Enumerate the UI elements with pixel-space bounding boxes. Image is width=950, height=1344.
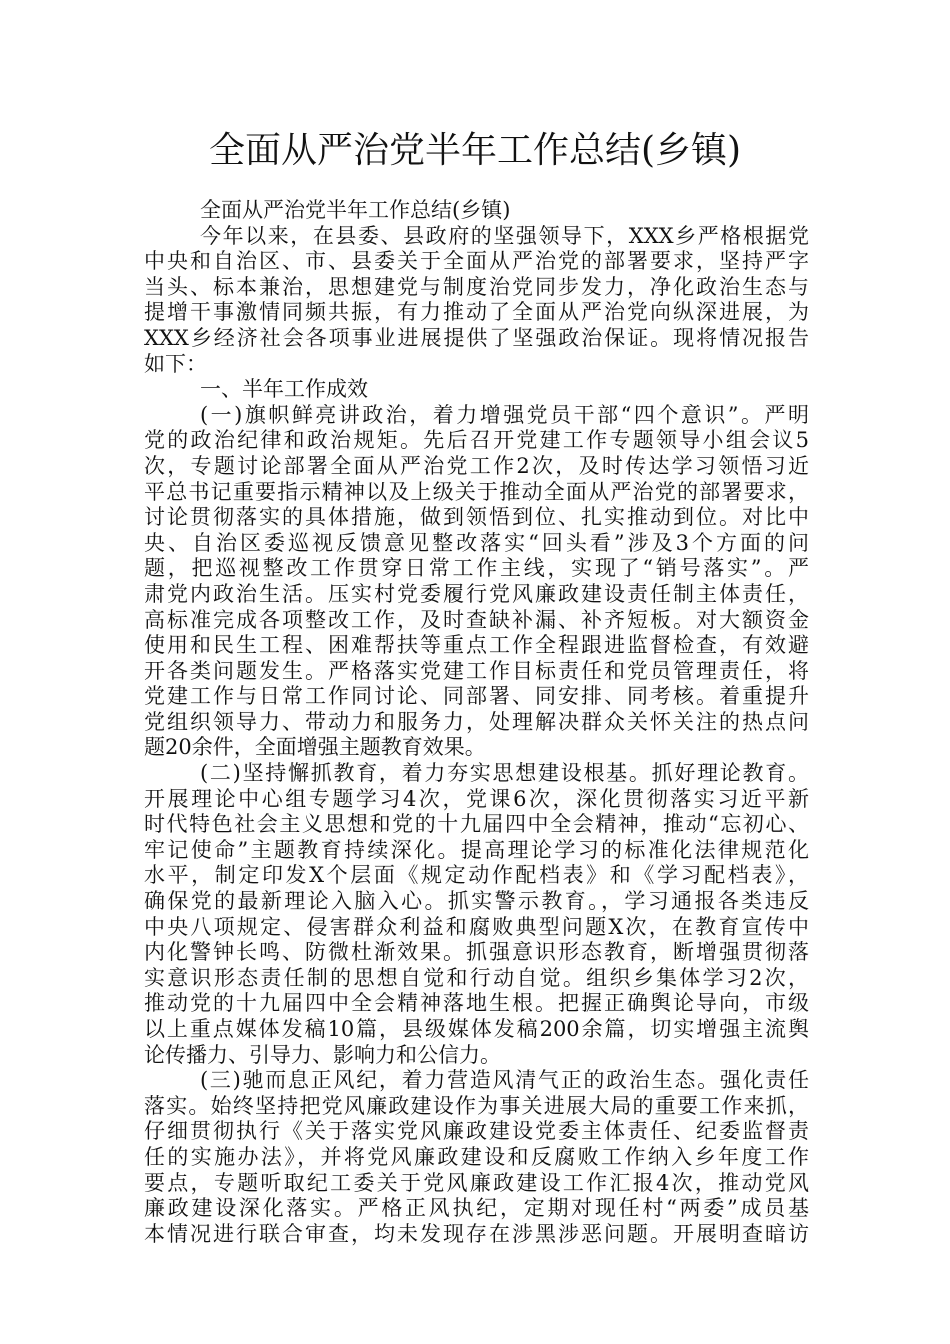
- text-line: 讨论贯彻落实的具体措施，做到领悟到位、扎实推动到位。对比中: [144, 505, 809, 530]
- text-line: 确保党的最新理论入脑入心。抓实警示教育。，学习通报各类违反: [144, 889, 809, 914]
- text-line: 本情况进行联合审查，均未发现存在涉黑涉恶问题。开展明查暗访: [144, 1221, 809, 1246]
- text-line: 水平，制定印发X个层面《规定动作配档表》和《学习配档表》，: [144, 863, 809, 888]
- text-line: 一、半年工作成效: [200, 377, 368, 402]
- text-line: 高标准完成各项整改工作，及时查缺补漏、补齐短板。对大额资金: [144, 607, 809, 632]
- text-line: 要点，专题听取纪工委关于党风廉政建设工作汇报4次，推动党风: [144, 1170, 809, 1195]
- text-line: 全面从严治党半年工作总结(乡镇): [200, 198, 511, 222]
- text-line: 任的实施办法》，并将党风廉政建设和反腐败工作纳入乡年度工作: [144, 1144, 809, 1169]
- text-line: 论传播力、引导力、影响力和公信力。: [144, 1042, 501, 1067]
- text-line: 实意识形态责任制的思想自觉和行动自觉。组织乡集体学习2次，: [144, 965, 809, 990]
- text-line: 中央和自治区、市、县委关于全面从严治党的部署要求，坚持严字: [144, 249, 809, 274]
- text-line: 肃党内政治生活。压实村党委履行党风廉政建设责任制主体责任，: [144, 581, 809, 606]
- text-line: 开各类问题发生。严格落实党建工作目标责任和党员管理责任，将: [144, 658, 809, 683]
- text-line: 开展理论中心组专题学习4次，党课6次，深化贯彻落实习近平新: [144, 786, 809, 811]
- text-line: 落实。始终坚持把党风廉政建设作为事关进展大局的重要工作来抓，: [144, 1093, 809, 1118]
- text-line: (二)坚持懈抓教育，着力夯实思想建设根基。抓好理论教育。: [200, 761, 809, 786]
- text-line: 牢记使命”主题教育持续深化。提高理论学习的标准化法律规范化: [144, 837, 809, 862]
- text-line: 当头、标本兼治，思想建党与制度治党同步发力，净化政治生态与: [144, 274, 809, 299]
- document-body: [144, 198, 809, 1247]
- text-line: 题20余件，全面增强主题教育效果。: [144, 735, 486, 760]
- text-line: 今年以来，在县委、县政府的坚强领导下，XXX乡严格根据党: [200, 223, 809, 248]
- text-line: (一)旗帜鲜亮讲政治，着力增强党员干部“四个意识”。严明: [200, 402, 809, 427]
- text-line: 使用和民生工程、困难帮扶等重点工作全程跟进监督检查，有效避: [144, 633, 809, 658]
- text-line: 题，把巡视整改工作贯穿日常工作主线，实现了“销号落实”。严: [144, 556, 809, 581]
- text-line: 时代特色社会主义思想和党的十九届四中全会精神，推动“忘初心、: [144, 812, 809, 837]
- text-line: 中央八项规定、侵害群众利益和腐败典型问题X次，在教育宣传中: [144, 914, 809, 939]
- document-title: 全面从严治党半年工作总结(乡镇): [208, 130, 742, 171]
- text-line: 平总书记重要指示精神以及上级关于推动全面从严治党的部署要求，: [144, 479, 809, 504]
- text-line: 内化警钟长鸣、防微杜渐效果。抓强意识形态教育，断增强贯彻落: [144, 940, 809, 965]
- text-line: 次，专题讨论部署全面从严治党工作2次，及时传达学习领悟习近: [144, 453, 809, 478]
- text-line: 党组织领导力、带动力和服务力，处理解决群众关怀关注的热点问: [144, 709, 809, 734]
- text-line: 推动党的十九届四中全会精神落地生根。把握正确舆论导向，市级: [144, 991, 809, 1016]
- text-line: 廉政建设深化落实。严格正风执纪，定期对现任村“两委”成员基: [144, 1196, 809, 1221]
- text-line: XXX乡经济社会各项事业进展提供了坚强政治保证。现将情况报告: [144, 325, 809, 350]
- text-line: 以上重点媒体发稿10篇，县级媒体发稿200余篇，切实增强主流舆: [144, 1017, 809, 1041]
- text-line: 党建工作与日常工作同讨论、同部署、同安排、同考核。着重提升: [144, 684, 809, 709]
- text-line: (三)驰而息正风纪，着力营造风清气正的政治生态。强化责任: [200, 1068, 809, 1093]
- text-line: 如下：: [144, 351, 207, 376]
- text-line: 仔细贯彻执行《关于落实党风廉政建设党委主体责任、纪委监督责: [144, 1119, 809, 1144]
- text-line: 提增干事激情同频共振，有力推动了全面从严治党向纵深进展，为: [144, 300, 809, 325]
- text-line: 央、自治区委巡视反馈意见整改落实“回头看”涉及3个方面的问: [144, 530, 809, 555]
- text-line: 党的政治纪律和政治规矩。先后召开党建工作专题领导小组会议5: [144, 428, 809, 453]
